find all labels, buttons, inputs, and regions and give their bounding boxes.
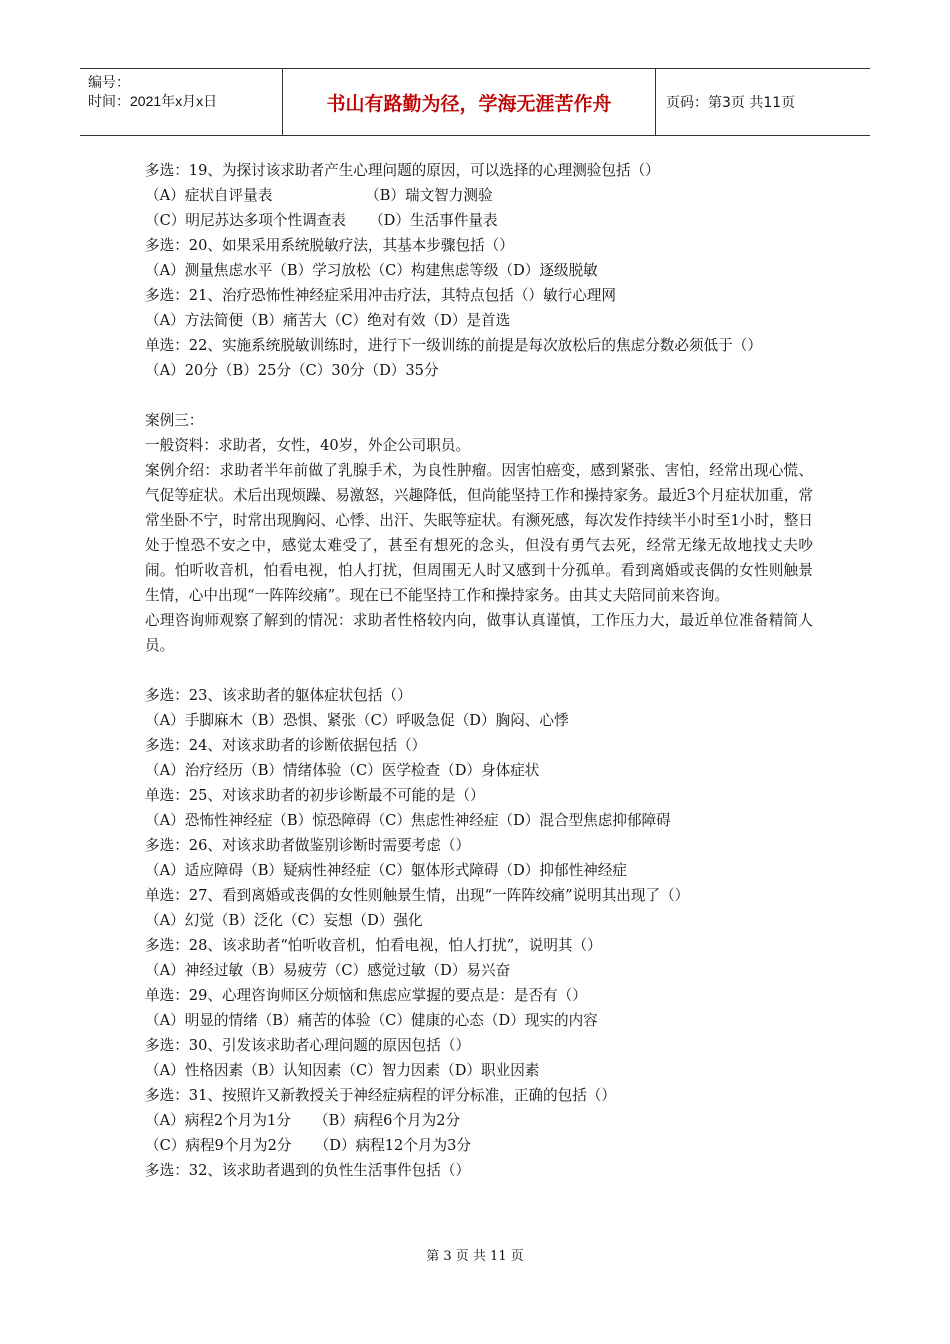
option-line: （A）性格因素（B）认知因素（C）智力因素（D）职业因素 [145,1062,540,1079]
page-header [80,68,870,136]
date-label: 时间：2021年x月x日 [88,93,218,109]
document-body [145,158,813,1183]
option-line: （A）方法简便（B）痛苦大（C）绝对有效（D）是首选 [145,312,511,329]
question-line: 多选：23、该求助者的躯体症状包括（） [145,687,412,704]
question-line: 多选：30、引发该求助者心理问题的原因包括（） [145,1037,471,1054]
header-motto: 书山有路勤为径，学海无涯苦作舟 [282,69,656,135]
option-line: （A）适应障碍（B）疑病性神经症（C）躯体形式障碍（D）抑郁性神经症 [145,862,627,879]
question-line: 多选：24、对该求助者的诊断依据包括（） [145,737,427,754]
question-line: 多选：19、为探讨该求助者产生心理问题的原因，可以选择的心理测验包括（） [145,162,660,179]
spacer [145,658,813,683]
question-line: 单选：25、对该求助者的初步诊断最不可能的是（） [145,787,485,804]
option-line: （C）明尼苏达多项个性调查表 （D）生活事件量表 [145,212,498,229]
question-line: 多选：31、按照许又新教授关于神经症病程的评分标准，正确的包括（） [145,1087,616,1104]
header-meta [80,69,282,135]
question-line: 多选：32、该求助者遇到的负性生活事件包括（） [145,1162,471,1179]
question-line: 单选：22、实施系统脱敏训练时，进行下一级训练的前提是每次放松后的焦虑分数必须低于（） [145,337,762,354]
case-introduction: 案例介绍：求助者半年前做了乳腺手术，为良性肿瘤。因害怕癌变，感到紧张、害怕，经常出现心慌、气促等症状。术后出现烦躁、易激怒，兴趣降低，但尚能坚持工作和操持家务。最近3个月症状加重，常常坐卧不宁，时常出现胸闷、心悸、出汗、失眠等症状。有濒死感，每次发作持续半小时至1小时，整日处于惶恐不安之中，感觉太难受了，甚至有想死的念头，但没有勇气去死，经常无缘无故地找丈夫吵闹。怕听收音机，怕看电视，怕人打扰，但周围无人时又感到十分孤单。看到离婚或丧偶的女性则触景生情，心中出现“一阵阵绞痛”。现在已不能坚持工作和操持家务。由其丈夫陪同前来咨询。 [145,462,813,604]
option-line: （A）病程2个月为1分 （B）病程6个月为2分 [145,1112,461,1129]
option-line: （C）病程9个月为2分 （D）病程12个月为3分 [145,1137,471,1154]
header-page-info: 页码：第3页 共11页 [666,95,796,111]
question-line: 单选：29、心理咨询师区分烦恼和焦虑应掌握的要点是：是否有（） [145,987,587,1004]
case-general-info: 一般资料：求助者，女性，40岁，外企公司职员。 [145,437,471,454]
option-line: （A）20分（B）25分（C）30分（D）35分 [145,362,439,379]
number-label: 编号： [88,74,130,90]
spacer [145,383,813,408]
question-line: 多选：21、治疗恐怖性神经症采用冲击疗法，其特点包括（）敏行心理网 [145,287,616,304]
page-footer: 第 3 页 共 11 页 [426,1249,524,1264]
option-line: （A）手脚麻木（B）恐惧、紧张（C）呼吸急促（D）胸闷、心悸 [145,712,569,729]
option-line: （A）测量焦虑水平（B）学习放松（C）构建焦虑等级（D）逐级脱敏 [145,262,598,279]
option-line: （A）症状自评量表 （B）瑞文智力测验 [145,187,493,204]
option-line: （A）恐怖性神经症（B）惊恐障碍（C）焦虑性神经症（D）混合型焦虑抑郁障碍 [145,812,671,829]
case-title: 案例三： [145,412,204,429]
question-line: 多选：26、对该求助者做鉴别诊断时需要考虑（） [145,837,471,854]
question-line: 单选：27、看到离婚或丧偶的女性则触景生情，出现“一阵阵绞痛”说明其出现了（） [145,887,690,904]
question-line: 多选：28、该求助者“怕听收音机，怕看电视，怕人打扰”，说明其（） [145,937,602,954]
option-line: （A）幻觉（B）泛化（C）妄想（D）强化 [145,912,423,929]
option-line: （A）明显的情绪（B）痛苦的体验（C）健康的心态（D）现实的内容 [145,1012,598,1029]
case-observation: 心理咨询师观察了解到的情况：求助者性格较内向，做事认真谨慎，工作压力大，最近单位准备精简人员。 [145,612,813,654]
option-line: （A）神经过敏（B）易疲劳（C）感觉过敏（D）易兴奋 [145,962,511,979]
question-line: 多选：20、如果采用系统脱敏疗法，其基本步骤包括（） [145,237,514,254]
option-line: （A）治疗经历（B）情绪体验（C）医学检查（D）身体症状 [145,762,540,779]
